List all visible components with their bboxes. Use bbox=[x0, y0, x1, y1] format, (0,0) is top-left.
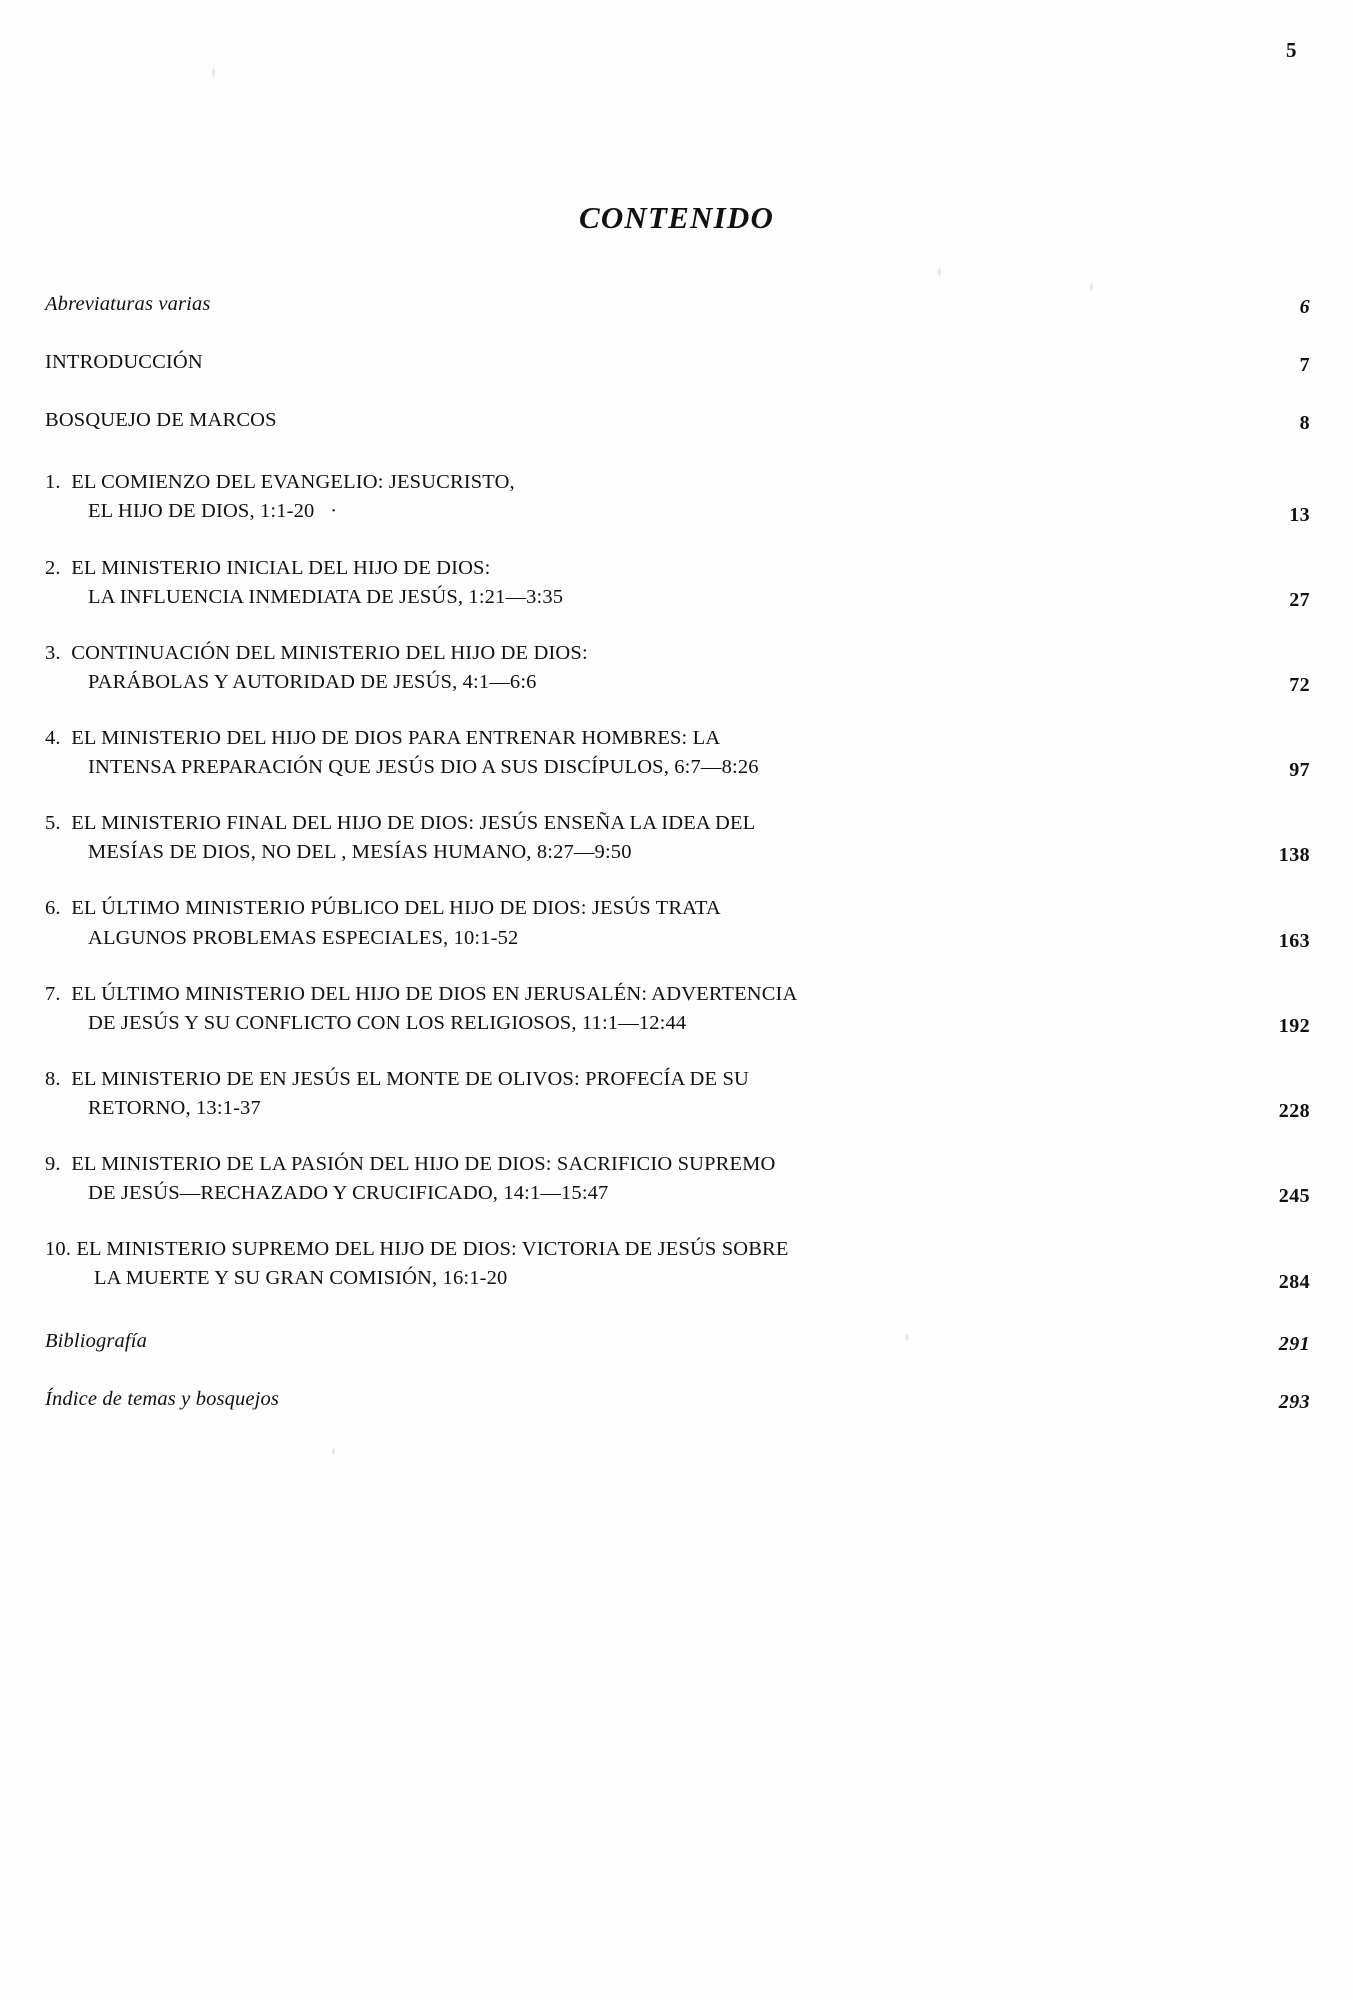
toc-entry-label bbox=[45, 980, 1165, 1038]
chapter-title-line-2: INTENSA PREPARACIÓN QUE JESÚS DIO A SUS DISCÍPULOS, 6:7—8:26 bbox=[88, 756, 759, 779]
toc-entry-label: Índice de temas y bosquejos bbox=[45, 1387, 280, 1410]
toc-entry-page: 7 bbox=[1299, 354, 1310, 377]
toc-entry-chapter-6[interactable] bbox=[45, 894, 1310, 952]
toc-entry-label bbox=[45, 1065, 1165, 1123]
toc-entry-label: INTRODUCCIÓN bbox=[45, 351, 203, 374]
toc-entry-label bbox=[45, 554, 1165, 612]
chapter-number: 10. bbox=[45, 1238, 72, 1261]
chapter-title-line-1: EL MINISTERIO FINAL DEL HIJO DE DIOS: JESÚS ENSEÑA LA IDEA DEL bbox=[71, 812, 756, 835]
chapter-number: 1. bbox=[45, 471, 61, 494]
toc-entry-bibliografia[interactable] bbox=[45, 1327, 1310, 1356]
scan-speck bbox=[212, 68, 215, 77]
toc-entry-page: 6 bbox=[1299, 296, 1310, 319]
toc-entry-page: 138 bbox=[1278, 844, 1310, 867]
toc-entry-page: 293 bbox=[1278, 1390, 1310, 1413]
toc-entry-chapter-7[interactable] bbox=[45, 980, 1310, 1038]
toc-entry-page: 163 bbox=[1278, 929, 1310, 952]
page-title: CONTENIDO bbox=[578, 200, 775, 235]
toc-entry-page: 8 bbox=[1299, 412, 1310, 435]
chapter-number: 6. bbox=[45, 897, 61, 920]
chapter-title-line-2: MESÍAS DE DIOS, NO DEL , MESÍAS HUMANO, 8:27—9:50 bbox=[88, 841, 632, 864]
toc-entry-page: 245 bbox=[1278, 1185, 1310, 1208]
chapter-number: 2. bbox=[45, 556, 61, 579]
toc-entry-page: 72 bbox=[1289, 673, 1310, 696]
toc-entry-chapter-2[interactable] bbox=[45, 554, 1310, 612]
chapter-title-line-1: EL MINISTERIO INICIAL DEL HIJO DE DIOS: bbox=[71, 556, 491, 579]
toc-entry-label bbox=[45, 809, 1165, 867]
toc-entry-chapter-8[interactable] bbox=[45, 1065, 1310, 1123]
chapter-number: 8. bbox=[45, 1067, 61, 1090]
chapter-number: 7. bbox=[45, 982, 61, 1005]
toc-entry-chapter-9[interactable] bbox=[45, 1150, 1310, 1208]
chapter-number: 5. bbox=[45, 812, 61, 835]
chapter-title-line-1: CONTINUACIÓN DEL MINISTERIO DEL HIJO DE DIOS: bbox=[71, 641, 588, 664]
chapter-title-line-2: DE JESÚS—RECHAZADO Y CRUCIFICADO, 14:1—15:47 bbox=[88, 1182, 609, 1205]
toc-entry-label bbox=[45, 894, 1165, 952]
chapter-title-line-1: EL ÚLTIMO MINISTERIO PÚBLICO DEL HIJO DE DIOS: JESÚS TRATA bbox=[71, 897, 721, 920]
toc-entry-label bbox=[45, 639, 1165, 697]
toc-entry-page: 13 bbox=[1289, 503, 1310, 526]
toc-entry-chapter-5[interactable] bbox=[45, 809, 1310, 867]
toc-entry-page: 228 bbox=[1278, 1100, 1310, 1123]
toc-entry-label bbox=[45, 724, 1165, 782]
toc-entry-indice[interactable] bbox=[45, 1385, 1310, 1414]
chapter-title-line-2: EL HIJO DE DIOS, 1:1-20 · bbox=[88, 500, 338, 523]
table-of-contents bbox=[45, 290, 1310, 1443]
chapter-number: 4. bbox=[45, 726, 61, 749]
chapter-title-line-1: EL MINISTERIO DEL HIJO DE DIOS PARA ENTRENAR HOMBRES: LA bbox=[71, 726, 721, 749]
chapter-title-line-2: RETORNO, 13:1-37 bbox=[88, 1096, 261, 1119]
toc-entry-page: 192 bbox=[1278, 1014, 1310, 1037]
chapter-title-line-1: EL MINISTERIO DE EN JESÚS EL MONTE DE OLIVOS: PROFECÍA DE SU bbox=[71, 1067, 749, 1090]
toc-entry-chapter-3[interactable] bbox=[45, 639, 1310, 697]
chapter-title-line-2: ALGUNOS PROBLEMAS ESPECIALES, 10:1-52 bbox=[88, 926, 519, 949]
chapter-title-line-2: LA MUERTE Y SU GRAN COMISIÓN, 16:1-20 bbox=[94, 1267, 508, 1290]
chapter-title-line-1: EL COMIENZO DEL EVANGELIO: JESUCRISTO, bbox=[71, 471, 515, 494]
toc-entry-label: Abreviaturas varias bbox=[45, 293, 211, 315]
toc-entry-label bbox=[45, 1235, 1165, 1293]
toc-entry-label: BOSQUEJO DE MARCOS bbox=[45, 409, 277, 432]
toc-entry-page: 97 bbox=[1289, 759, 1310, 782]
chapter-title-line-2: PARÁBOLAS Y AUTORIDAD DE JESÚS, 4:1—6:6 bbox=[88, 670, 537, 693]
toc-entry-label bbox=[45, 1150, 1165, 1208]
scan-speck bbox=[938, 268, 941, 276]
chapter-title-line-1: EL ÚLTIMO MINISTERIO DEL HIJO DE DIOS EN JERUSALÉN: ADVERTENCIA bbox=[71, 982, 798, 1005]
toc-entry-label bbox=[45, 468, 1165, 526]
toc-entry-bosquejo-de-marcos[interactable] bbox=[45, 406, 1310, 435]
toc-entry-page: 27 bbox=[1289, 588, 1310, 611]
chapter-title-line-1: EL MINISTERIO DE LA PASIÓN DEL HIJO DE DIOS: SACRIFICIO SUPREMO bbox=[71, 1153, 776, 1176]
chapter-number: 9. bbox=[45, 1153, 61, 1176]
toc-entry-page: 291 bbox=[1278, 1332, 1310, 1355]
toc-entry-chapter-1[interactable] bbox=[45, 468, 1310, 526]
page-folio-number: 5 bbox=[1286, 38, 1297, 62]
chapter-title-line-2: LA INFLUENCIA INMEDIATA DE JESÚS, 1:21—3:35 bbox=[88, 585, 564, 608]
toc-entry-label: Bibliografía bbox=[45, 1329, 148, 1352]
toc-entry-page: 284 bbox=[1278, 1270, 1310, 1293]
scan-speck bbox=[332, 1448, 335, 1455]
toc-entry-abreviaturas[interactable] bbox=[45, 290, 1310, 319]
chapter-number: 3. bbox=[45, 641, 61, 664]
toc-entry-chapter-4[interactable] bbox=[45, 724, 1310, 782]
chapter-title-line-1: EL MINISTERIO SUPREMO DEL HIJO DE DIOS: VICTORIA DE JESÚS SOBRE bbox=[76, 1238, 789, 1261]
toc-entry-chapter-10[interactable] bbox=[45, 1235, 1310, 1293]
chapter-title-line-2: DE JESÚS Y SU CONFLICTO CON LOS RELIGIOSOS, 11:1—12:44 bbox=[88, 1011, 687, 1034]
toc-entry-introduccion[interactable] bbox=[45, 348, 1310, 377]
